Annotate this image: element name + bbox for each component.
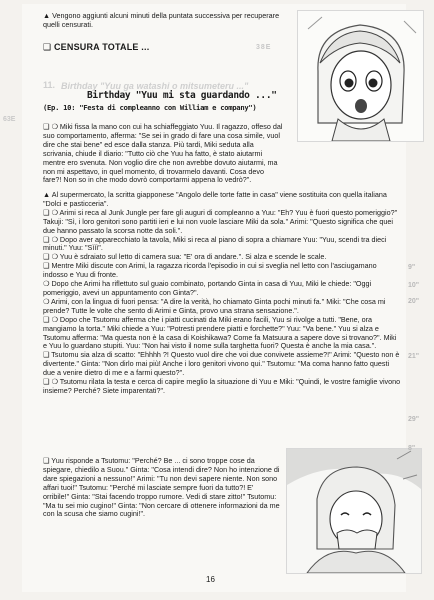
- paragraph: ❑ Mentre Miki discute con Arimi, la ragazza ricorda l'episodio in cui si sveglia nel letto con l'asciugamano indosso e Yuu di fronte.: [43, 261, 377, 280]
- paragraph: ❑ ❍ Dopo che Tsutomu afferma che i piatti cucinati da Miki erano facili, Yuu si rivolge a tutti. "Bene, ora mangiamo la torta." Miki chiede a Yuu: "Potresti prendere piatti e forchette?" Yuu: "Va bene." Yuu si alza e Tsutomu afferma: "Ma questa non è la casa di Koishikawa? Come fa Matsuura a sapere dove si trovano?". Miki e Yuu lo guardano stupiti. Yuu: "Non hai visto il nome sulla targhetta fuori? Questa è anche la mia casa.".: [43, 314, 397, 351]
- paragraph: ▲ Al supermercato, la scritta giapponese "Angolo delle torte fatte in casa" viene sostituita con quella italiana "Dolci e pasticceria".: [43, 190, 387, 208]
- paragraph: ❑ ❍ Arimi si reca al Junk Jungle per fare gli auguri di compleanno a Yuu: "Eh? Yuu è fuori questo pomeriggio?" Takuji: "Sì, i loro genitori sono partiti ieri e lui non vuole lasciare Miki da sola." Arimi: "Questo significa che quei due hanno passato la scorsa notte da soli.".: [43, 207, 398, 235]
- episode-number: 11.: [43, 80, 56, 90]
- censura-code: 38E: [256, 44, 272, 51]
- margin-code: 20": [408, 298, 420, 305]
- intro-note: ▲ Vengono aggiunti alcuni minuti della puntata successiva per recuperare quelli censurati.: [43, 11, 280, 29]
- margin-code: 9": [408, 264, 416, 271]
- girl-crying-drawing: [287, 449, 421, 573]
- episode-japanese-title: Birthday "Yuu ga watashi o mitsumeteru ...": [61, 81, 249, 91]
- censura-heading: ❑ CENSURA TOTALE ...: [43, 42, 150, 52]
- paragraph: ❍ Dopo che Arimi ha riflettuto sul guaio combinato, portando Ginta in casa di Yuu, Miki le chiede: "Oggi pomeriggio, avevi un appuntamento con Ginta?".: [43, 279, 372, 297]
- paragraph: ❑ ❍ Miki fissa la mano con cui ha schiaffeggiato Yuu. Il ragazzo, offeso dal suo comportamento, afferma: "Se sei in grado di fare una cosa simile, vuol dire che stai bene" ed esce dalla stanza. Più tardi, Miki seduta alla scrivania, chiude il diario: "Tutto ciò che Yuu ha fatto, è stato aiutarmi mentre ero svenuta. Non voglio dire che non avrebbe dovuto aiutarmi, ma non mi aspettavo, in quel momento, di trovarmelo davanti. Cosa devo fare?! Non so in che modo dovrò comportarmi appena lo vedrò?".: [43, 122, 283, 185]
- margin-code: 21": [408, 353, 420, 360]
- margin-code: 8": [408, 445, 416, 452]
- episode-subtitle: (Ep. 10: "Festa di compleanno con William e company"): [43, 103, 257, 112]
- page-number: 16: [206, 575, 215, 584]
- episode-title: Birthday "Yuu mi sta guardando ...": [87, 90, 277, 101]
- illustration-bottom-girl: [286, 448, 422, 574]
- paragraph: ❑ Yuu risponde a Tsutomu: "Perché? Be ... ci sono troppe cose da spiegare, chiedilo a Suou." Ginta: "Cosa intendi dire? Non ho intenzione di dare spiegazioni a nessuno!" Arimi: "Tu non devi sapere niente. Non sono affari tuoi!" Tsutomu: "Perché mi lasciate sempre fuori da tutto?! E' orribile!" Ginta: "Stai facendo troppo rumore. Vedi di stare zitto!" Tsutomu: "Ma tu sei mio cugino!" Ginta: "Non cercare di ottenere informazioni da me con la scusa che siamo cugini!".: [43, 456, 280, 519]
- paragraphs-bottom: [43, 457, 280, 519]
- paragraph: ❍ Arimi, con la lingua di fuori pensa: "A dire la verità, ho chiamato Ginta pochi minuti fa." Miki: "Che cosa mi prende? Tutte le volte che sento di Arimi e Ginta, provo una strana sensazione.".: [43, 296, 386, 315]
- paragraphs-narrow: [43, 123, 283, 185]
- paragraph: ❑ Tsutomu sia alza di scatto: "Ehhhh ?! Questo vuol dire che voi due convivete assieme?!" Arimi: "Questo non è divertente." Ginta: "Non dirlo mai più! Anche i loro genitori vivono qui." Tsutomu: "Ma coma hanno fatto questi due a venire dietro di me e a farmi questo?".: [43, 350, 400, 378]
- girl-surprised-drawing: [298, 11, 423, 141]
- paragraphs-wide: [43, 191, 402, 396]
- margin-code: 29": [408, 416, 420, 423]
- paragraph: ❑ ❍ Tsutomu rilata la testa e cerca di capire meglio la situazione di Yuu e Miki: "Quindi, le vostre famiglie vivono insieme? Perché? Siete imparentati?".: [43, 377, 401, 395]
- margin-code: 10": [408, 282, 420, 289]
- paragraph: ❑ ❍ Yuu è sdraiato sul letto di camera sua: "E' ora di andare.". Si alza e scende le scale.: [43, 252, 327, 262]
- paragraph: ❑ ❍ Dopo aver apparecchiato la tavola, Miki si reca al piano di sopra a chiamare Yuu: "Yuu, scendi tra dieci minuti." Yuu: "Sììì".: [43, 234, 387, 253]
- illustration-top-girl: [297, 10, 424, 142]
- left-margin-code: 63E: [3, 116, 16, 123]
